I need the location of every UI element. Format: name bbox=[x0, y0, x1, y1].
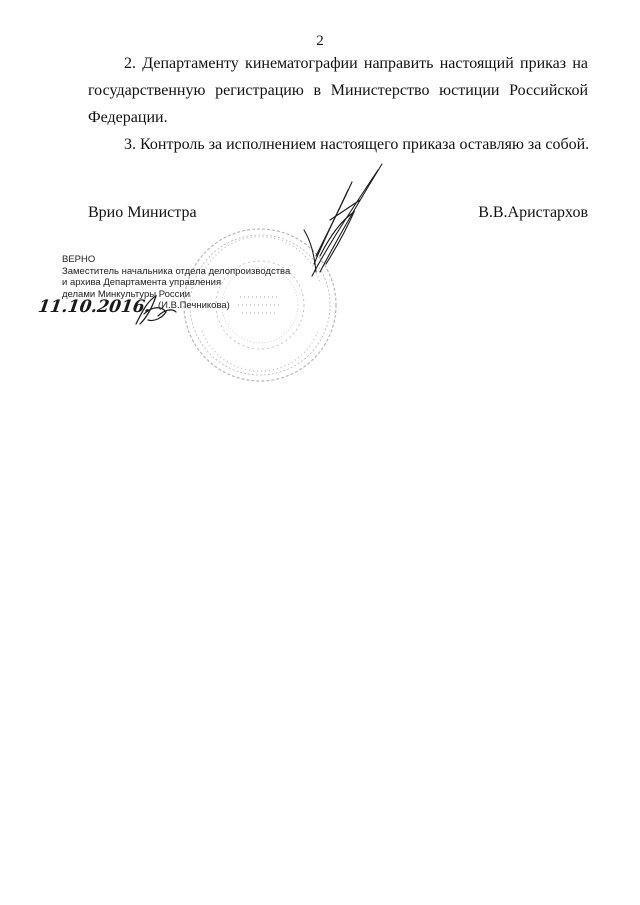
paragraph-2-number: 2. bbox=[124, 55, 136, 72]
signer-name: В.В.Аристархов bbox=[478, 204, 588, 221]
paragraph-2-text: Департаменту кинематографии направить настоящий приказ на государственную регистрацию в Министерство юстиции Российской Федерации. bbox=[88, 55, 589, 126]
handwritten-date bbox=[36, 294, 152, 318]
certifier-signature bbox=[132, 292, 180, 328]
paragraph-2 bbox=[88, 50, 588, 131]
certifier-name: (И.В.Печникова) bbox=[158, 300, 230, 311]
paragraph-3-number: 3. bbox=[124, 136, 136, 153]
svg-text:11.10.2016.: 11.10.2016. bbox=[36, 297, 152, 317]
page-number: 2 bbox=[316, 33, 324, 49]
paragraph-3-text: Контроль за исполнением настоящего приказа оставляю за собой. bbox=[140, 136, 590, 153]
paragraph-3 bbox=[88, 131, 588, 158]
signer-title: Врио Министра bbox=[88, 204, 197, 221]
certifier-position-line-1: Заместитель начальника отдела делопроизводства bbox=[62, 265, 291, 277]
certifier-position-line-3: делами Минкультуры России bbox=[62, 288, 191, 300]
certifier-position-line-2: и архива Департамента управления bbox=[62, 277, 222, 288]
minister-signature bbox=[290, 160, 400, 280]
certified-mark: ВЕРНО bbox=[62, 254, 96, 265]
